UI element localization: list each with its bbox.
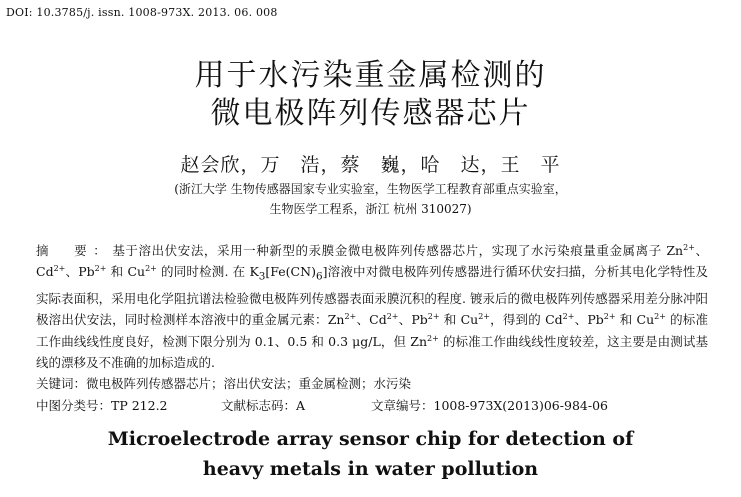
abstract-text: 的标准工作曲线线性度较差，这主要是由测试基线的漂移及不准确的加标造成的. (36, 333, 708, 370)
abstract-text: 和 Cu (439, 312, 479, 328)
superscript: 2+ (654, 312, 666, 322)
superscript: 2+ (478, 312, 490, 322)
superscript: 2+ (562, 312, 575, 322)
abstract-text: 基于溶出伏安法，采用一种新型的汞膜金微电极阵列传感器芯片，实现了水污染痕量重金属离子 Zn (112, 243, 684, 258)
superscript: 2+ (683, 242, 695, 252)
abstract-text: ]溶液中对微电极阵列传感器进行循环伏安扫描，分析其电化学特性及实际表面积，采用电化学阻抗谱法检验微电极阵列传感器表面汞膜沉积的程度. 镀汞后的微电极阵列传感器采用差分脉冲阳极溶出伏安法，同时检测样本溶液中的重金属元素：Zn (36, 264, 709, 328)
subscript: 6 (315, 270, 323, 283)
superscript: 2+ (427, 333, 439, 343)
affiliation-line-2: 生物医学工程系，浙江 杭州 310027) (269, 202, 472, 216)
classification-line (36, 396, 708, 414)
english-title-line-2: heavy metals in water pollution (202, 458, 539, 480)
abstract-text: 、Pb (65, 264, 95, 280)
abstract-text: 、Cd (356, 312, 387, 328)
superscript: 2+ (386, 312, 399, 322)
superscript: 2+ (94, 264, 107, 274)
keywords-line: 关键词：微电极阵列传感器芯片；溶出伏安法；重金属检测；水污染 (36, 376, 412, 391)
superscript: 2+ (145, 264, 157, 274)
abstract-text: [Fe(CN) (265, 264, 316, 280)
english-title-line-1: Microelectrode array sensor chip for detection of (107, 428, 634, 450)
abstract-text: 的标准工作曲线线性度良好，检测下限分别为 0.1、0.5 和 0.3 μg/L，但 Zn (36, 312, 708, 349)
superscript: 2+ (53, 264, 66, 274)
abstract-text: 和 Cu (106, 264, 146, 280)
chinese-title-line-1: 用于水污染重金属检测的 (194, 58, 547, 93)
chinese-title-line-2: 微电极阵列传感器芯片 (210, 96, 531, 131)
abstract-text: 、Pb (574, 312, 604, 328)
abstract-text: 、Pb (398, 312, 428, 328)
doi-line: DOI: 10.3785/j. issn. 1008-973X. 2013. 06. 008 (6, 6, 278, 19)
abstract-paragraph (36, 240, 708, 373)
abstract-text: 、Cd (36, 243, 708, 280)
abstract-text: 和 Cu (615, 312, 655, 328)
author-list: 赵会欣，万 浩，蔡 巍，哈 达，王 平 (180, 154, 561, 176)
subscript: 3 (258, 270, 266, 283)
article-number: 文章编号：1008-973X(2013)06-984-06 (371, 398, 608, 413)
superscript: 2+ (344, 312, 357, 322)
abstract-text: ，得到的 Cd (490, 312, 563, 328)
superscript: 2+ (603, 312, 616, 322)
superscript: 2+ (427, 312, 440, 322)
affiliation-line-1: (浙江大学 生物传感器国家专业实验室，生物医学工程教育部重点实验室， (174, 182, 567, 196)
abstract-text: 的同时检测. 在 K (156, 264, 259, 280)
clc-number: 中图分类号：TP 212.2 (36, 398, 168, 413)
abstract-label: 摘 要： (36, 243, 113, 258)
document-code: 文献标志码：A (221, 398, 306, 413)
